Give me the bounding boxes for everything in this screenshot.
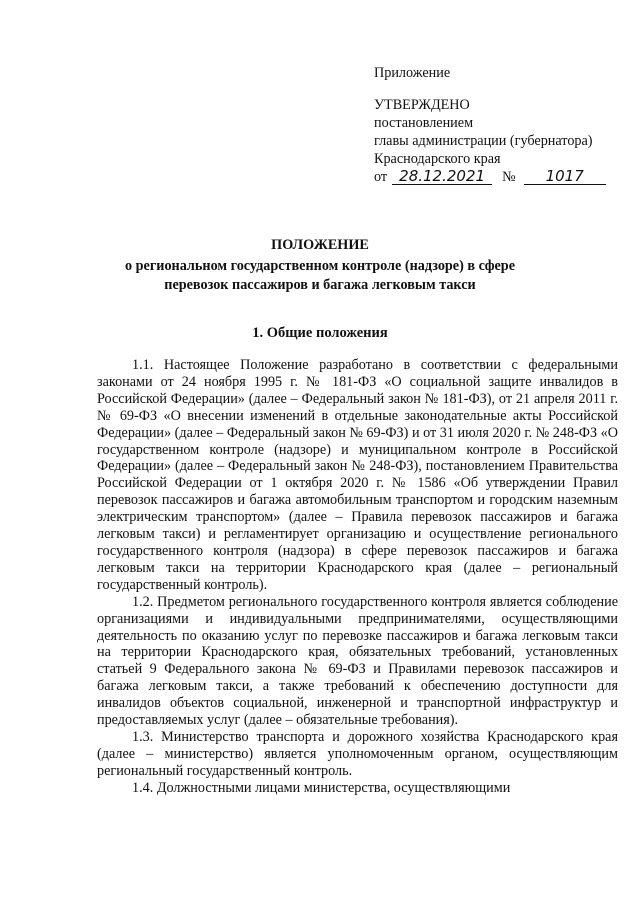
document-title [90, 236, 550, 295]
spacer [374, 82, 624, 96]
title-main: ПОЛОЖЕНИЕ [271, 237, 369, 253]
title-subtitle-2: перевозок пассажиров и багажа легковым такси [164, 277, 476, 293]
handwritten-number: 1017 [524, 168, 606, 185]
paragraph-1-1: 1.1. Настоящее Положение разработано в соответствии с федеральными законами от 24 ноября 1995 г. № 181-ФЗ «О социальной защите инвалидов в Российской Федерации» (далее – Федеральный закон № 181-ФЗ), от 21 апреля 2011 г. № 69-ФЗ «О внесении изменений в отдельные законодательные акты Российской Федерации» (далее – Федеральный закон № 69-ФЗ) и от 31 июля 2020 г. № 248-ФЗ «О государственном контроле (надзоре) и муниципальном контроле в Российской Федерации» (далее – Федеральный закон № 248-ФЗ), постановлением Правительства Российской Федерации от 1 октября 2020 г. № 1586 «Об утверждении Правил перевозок пассажиров и багажа автомобильным транспортом и городским наземным электрическим транспортом» (далее – Правила перевозок пассажиров и багажа легковым такси) и регламентирует организацию и осуществление регионального государственного контроля (надзора) в сфере перевозок пассажиров и багажа легковым такси на территории Краснодарского края (далее – региональный государственный контроль). [97, 357, 618, 593]
section-heading: 1. Общие положения [252, 325, 388, 341]
approval-line-2: главы администрации (губернатора) [374, 133, 593, 149]
title-subtitle-1: о региональном государственном контроле (надзоре) в сфере [125, 258, 515, 274]
approval-block [374, 64, 624, 186]
paragraph-1-2: 1.2. Предметом регионального государственного контроля является соблюдение организациями и индивидуальными предпринимателями, осуществляющими деятельность по оказанию услуг по перевозке пассажиров и багажа легковым такси на территории Краснодарского края, обязательных требований, установленных статьей 9 Федерального закона № 69-ФЗ и Правилами перевозок пассажиров и багажа легковым такси, а также требований к обеспечению доступности для инвалидов объектов социальной, инженерной и транспортной инфраструктур и предоставляемых услуг (далее – обязательные требования). [97, 593, 618, 729]
approval-line-3: Краснодарского края [374, 151, 501, 167]
paragraph-1-3: 1.3. Министерство транспорта и дорожного хозяйства Краснодарского края (далее – министерство) является уполномоченным органом, осуществляющим региональный государственный контроль. [97, 728, 618, 779]
date-number-line [374, 168, 624, 186]
appendix-label: Приложение [374, 65, 451, 81]
paragraph-1-4: 1.4. Должностными лицами министерства, осуществляющими [132, 779, 511, 796]
approved-label: УТВЕРЖДЕНО [374, 97, 470, 113]
handwritten-date: 28.12.2021 [392, 168, 492, 185]
approval-line-1: постановлением [374, 115, 474, 131]
document-body [97, 357, 618, 797]
date-prefix: от [374, 169, 388, 185]
number-label: № [502, 169, 516, 185]
